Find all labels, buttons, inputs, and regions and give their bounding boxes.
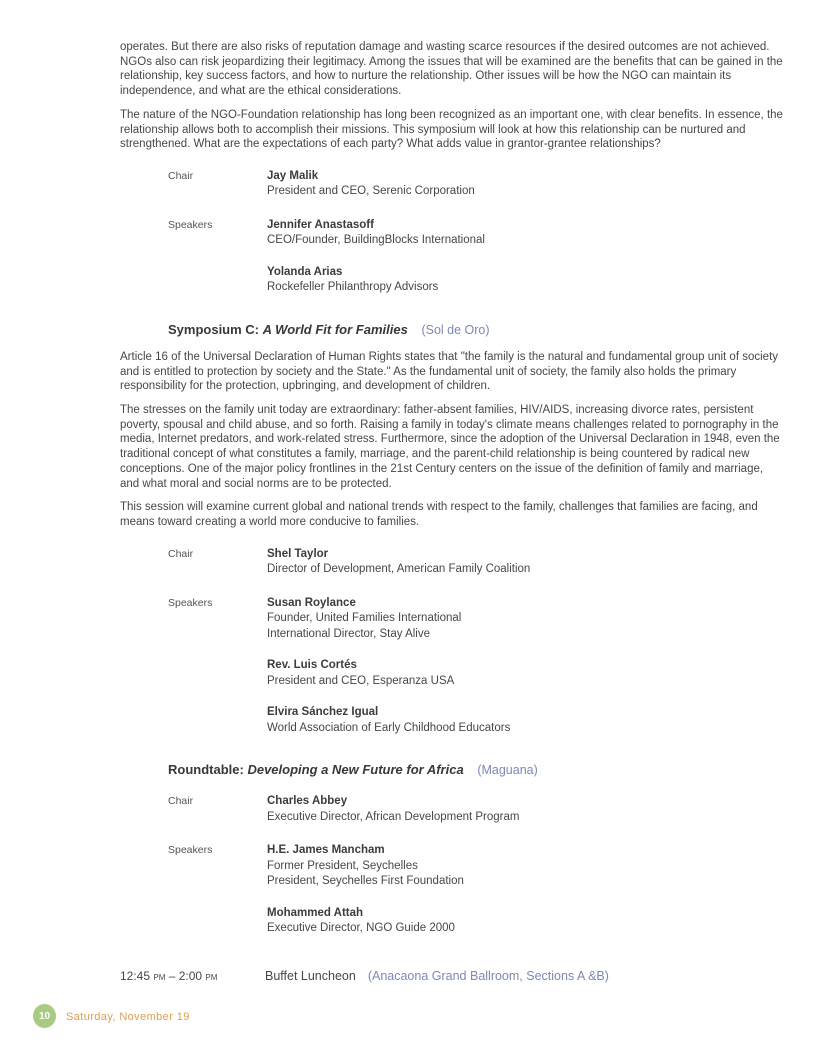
person-title: Former President, Seychelles [267,859,418,872]
roundtable-heading [168,762,783,777]
symposium-c-paragraph-1: Article 16 of the Universal Declaration of Human Rights states that "the family is the natural and fundamental group unit of society and is entitled to protection by society and the State." As the fundamental unit of society, the family also holds the primary responsibility for the protection, upbringing, and development of children. [120,350,779,393]
session-ngo-participants [168,169,783,296]
person-name: Yolanda Arias [267,265,343,278]
intro-paragraph-2: The nature of the NGO-Foundation relationship has long been recognized as an important one, with clear benefits. In essence, the relationship allows both to accomplish their missions. This symposium will look at how this relationship can be nurtured and strengthened. What are the expectations of each party? What adds value in grantor-grantee relationships? [120,108,783,151]
intro-paragraph-1: operates. But there are also risks of reputation damage and wasting scarce resources if the desired outcomes are not achieved. NGOs also can risk jeopardizing their legitimacy. Among the issues that will be examined are the benefits that can be gained in the relationship, key success factors, and how to nurture the relationship. Other issues will be how the NGO can maintain its independence, and what are the ethical considerations. [120,41,783,98]
page-content [120,40,783,983]
heading-prefix: Roundtable: [168,762,244,778]
buffet-luncheon-row [120,969,783,983]
symposium-c-heading [168,322,783,337]
chair-label: Chair [168,169,194,182]
speakers-column [267,218,485,296]
symposium-c-paragraph-3: This session will examine current global and national trends with respect to the family, challenges that families are facing, and means toward creating a world more conducive to families. [120,501,758,528]
heading-location: (Maguana) [477,763,538,778]
speaker [267,265,485,296]
speaker [267,705,510,736]
person-title: Executive Director, African Development Program [267,810,520,823]
heading-prefix: Symposium C: [168,321,260,337]
page-number-badge: 10 [33,1004,56,1028]
speakers-label: Speakers [168,218,213,231]
speakers-label: Speakers [168,844,213,857]
heading-title: Developing a New Future for Africa [247,762,464,778]
chair-label: Chair [168,547,194,560]
heading-title: A World Fit for Families [262,321,408,337]
speaker [267,843,464,890]
person-title: Executive Director, NGO Guide 2000 [267,922,455,935]
chair-person [267,547,530,578]
person-name: Charles Abbey [267,795,348,808]
person-name: Jay Malik [267,169,319,182]
person-name: Shel Taylor [267,547,329,560]
person-name: Mohammed Attah [267,906,364,919]
person-title: World Association of Early Childhood Educators [267,721,511,734]
event-location: (Anacaona Grand Ballroom, Sections A &B) [367,968,609,983]
speakers-row [168,843,783,937]
chair-row [168,547,783,578]
speakers-column [267,843,464,937]
heading-location: (Sol de Oro) [421,322,490,337]
person-title: Founder, United Families International [267,612,462,625]
person-name: Susan Roylance [267,596,356,609]
chair-person [267,794,519,825]
symposium-c-participants [168,547,783,737]
speakers-row [168,218,783,296]
person-title: CEO/Founder, BuildingBlocks International [267,234,485,247]
person-name: Rev. Luis Cortés [267,659,357,672]
person-title: International Director, Stay Alive [267,627,430,640]
person-title: President and CEO, Serenic Corporation [267,185,475,198]
chair-row [168,169,783,200]
chair-label: Chair [168,795,194,808]
event-title: Buffet Luncheon [265,968,356,983]
chair-person [267,169,475,200]
speakers-column [267,596,510,737]
person-name: H.E. James Mancham [267,844,385,857]
speakers-label: Speakers [168,596,213,609]
person-title: President, Seychelles First Foundation [267,875,464,888]
speaker [267,658,510,689]
person-title: President and CEO, Esperanza USA [267,674,455,687]
footer-date: Saturday, November 19 [66,1011,190,1023]
page-footer [0,1002,817,1042]
speakers-row [168,596,783,737]
chair-row [168,794,783,825]
symposium-c-paragraph-2: The stresses on the family unit today are extraordinary: father-absent families, HIV/AIDS, increasing divorce rates, persistent poverty, spousal and child abuse, and so forth. Raising a family in today's climate means challenges related to pornography in the media, Internet predators, and work-related stress. Furthermore, since the adoption of the Universal Declaration in 1948, even the traditional concept of what constitutes a family, marriage, and the parent-child relationship is being countered by radical new conceptions. One of the major policy frontlines in the 21st Century centers on the issue of the definition of family and marriage, and what moral and social norms are to be protected. [120,404,780,490]
speaker [267,906,464,937]
person-name: Elvira Sánchez Igual [267,706,379,719]
speaker [267,596,510,643]
person-name: Jennifer Anastasoff [267,218,374,231]
event-time: 12:45 pm – 2:00 pm [120,968,218,983]
roundtable-participants [168,794,783,937]
person-title: Rockefeller Philanthropy Advisors [267,281,439,294]
speaker [267,218,485,249]
person-title: Director of Development, American Family Coalition [267,563,531,576]
